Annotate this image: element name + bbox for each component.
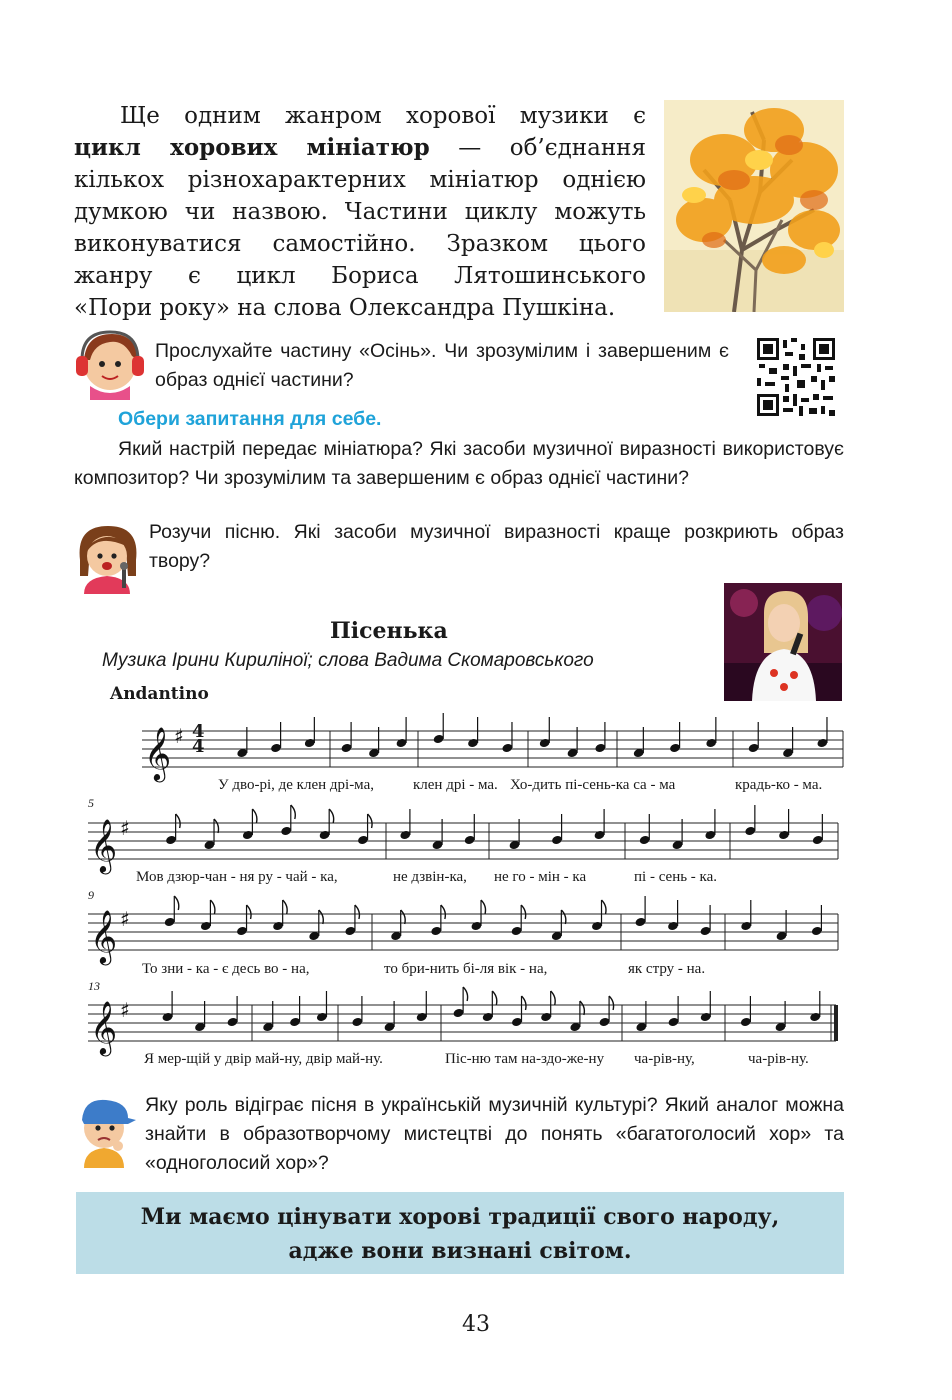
intro-line: Ще одним жанром хорової музики є (120, 103, 646, 129)
note-flag (291, 805, 296, 819)
time-signature-bottom: 4 (192, 736, 205, 757)
sing-task-text: Розучи пісню. Які засоби музичної виразності краще розкриють образ твору? (149, 521, 844, 572)
lyric-line: То зни - ка - є десь во - на, (142, 961, 310, 977)
lyric-line: Піс-ню там на-здо-же-ну (445, 1051, 605, 1067)
lyric-line: клен дрі - ма. (413, 777, 498, 793)
lyric-line: Мов дзюр-чан - ня ру - чай - ка, (136, 869, 338, 885)
time-signature (192, 721, 205, 757)
choose-questions-text: Який настрій передає мініатюра? Які засоби музичної виразності використовує композитор? Чи зрозумілим та завершеним є образ однієї частини? (74, 438, 844, 489)
note-flag (522, 996, 527, 1010)
lyric-line: Я мер-щій у двір май-ну, двір май-ну. (144, 1051, 383, 1067)
note-flag (481, 900, 486, 914)
final-barline (834, 1005, 838, 1041)
lyric-line: крадь-ко - ма. (735, 777, 823, 793)
note-flag (174, 896, 179, 910)
lyric-line: то бри-нить бі-ля вік - на, (384, 961, 548, 977)
intro-line-rest: — об’єднання (458, 135, 646, 161)
lyric-line: ча-рів-ну, (634, 1051, 695, 1067)
intro-line: жанру є цикл Бориса Лятошинського (74, 263, 646, 289)
key-signature-sharp: ♯ (174, 724, 184, 748)
thinking-boy-icon (74, 1094, 136, 1168)
listen-task-text: Прослухайте частину «Осінь». Чи зрозумілим і завершеним є образ однієї частини? (155, 340, 729, 391)
key-signature-sharp: ♯ (120, 998, 130, 1022)
note-flag (176, 814, 181, 828)
banner-line: Ми маємо цінувати хорові традиції свого народу, (140, 1204, 780, 1230)
note-flag (355, 905, 360, 919)
key-signature-sharp: ♯ (120, 816, 130, 840)
note-flag (329, 809, 334, 823)
term-highlight: цикл хорових мініатюр (74, 134, 430, 161)
note-flag (492, 991, 497, 1005)
page-number: 43 (462, 1312, 490, 1337)
note-flag (441, 905, 446, 919)
bar-number: 13 (88, 979, 100, 993)
discuss-task-text: Яку роль відіграє пісня в українській музичній культурі? Який аналог можна знайти в образотворчому мистецтві до понять «багатоголосий хор» та «одноголосий хор»? (145, 1094, 844, 1174)
lyric-line: ча-рів-ну. (748, 1051, 809, 1067)
note-flag (247, 905, 252, 919)
intro-line: думкою чи назвою. Частини циклу можуть (74, 199, 646, 225)
song-authors: Музика Ірини Кириліної; слова Вадима Скомаровського (102, 650, 594, 671)
key-signature-sharp: ♯ (120, 907, 130, 931)
note-flag (283, 900, 288, 914)
note-flag (602, 900, 607, 914)
treble-clef: 𝄞 (90, 1000, 118, 1054)
note-flag (609, 996, 614, 1010)
treble-clef: 𝄞 (90, 909, 118, 963)
treble-clef: 𝄞 (144, 726, 172, 780)
time-signature-top: 4 (192, 721, 205, 742)
tempo-marking: Andantino (110, 684, 209, 704)
note-flag (521, 905, 526, 919)
lyric-line: У дво-рі, де клен дрі-ма, (218, 777, 374, 793)
lyric-line: не дзвін-ка, (393, 869, 467, 885)
lyric-line: Хо-дить пі-сень-ка са - ма (510, 777, 676, 793)
note-flag (210, 900, 215, 914)
lyric-line: не го - мін - ка (494, 869, 587, 885)
note-flag (551, 991, 556, 1005)
lyric-line: пі - сень - ка. (634, 869, 718, 885)
note-flag (252, 809, 256, 823)
bar-number: 9 (88, 888, 94, 902)
bar-number: 5 (88, 796, 94, 810)
note-flag (401, 910, 406, 924)
choose-heading: Обери запитання для себе. (118, 408, 382, 430)
banner-line: адже вони визнані світом. (288, 1238, 632, 1264)
note-flag (463, 987, 468, 1001)
note-flag (214, 819, 219, 833)
intro-line: виконуватися самостійно. Зразком цього (74, 231, 646, 257)
intro-line: кількох різнохарактерних мініатюр однією (74, 167, 646, 193)
intro-line: «Пори року» на слова Олександра Пушкіна. (74, 295, 616, 321)
note-flag (368, 814, 373, 828)
conclusion-banner (76, 1192, 844, 1274)
song-title: Пісенька (330, 618, 448, 644)
note-flag (580, 1001, 585, 1015)
lyric-line: як стру - на. (628, 961, 706, 977)
note-flag (561, 910, 566, 924)
note-flag (319, 910, 324, 924)
treble-clef: 𝄞 (90, 818, 118, 872)
